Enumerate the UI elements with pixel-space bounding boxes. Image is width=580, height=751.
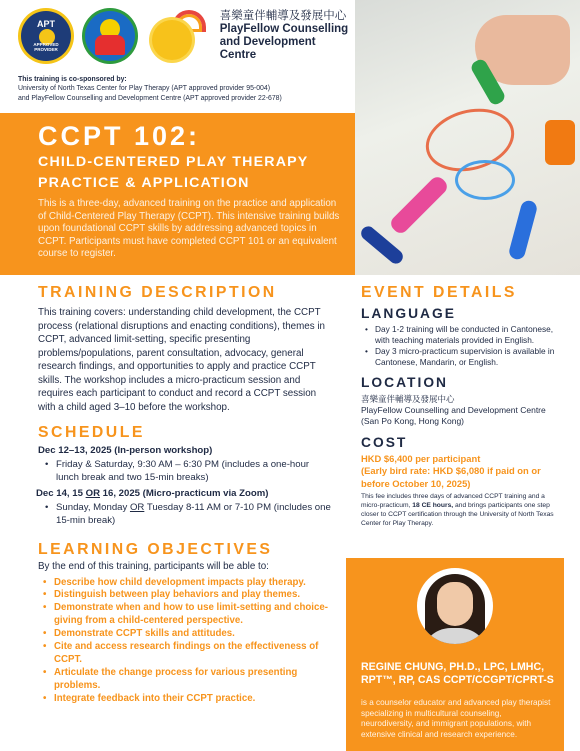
language-item: • Day 1-2 training will be conducted in Cantonese, with teaching materials provided in English. <box>361 324 561 346</box>
event-details-heading: EVENT DETAILS <box>361 284 517 301</box>
trainer-bio: is a counselor educator and advanced play therapist specializing in multicultural counseling, neurodiversity, and immigrant populations, with extensive clinical and research experience. <box>361 698 551 739</box>
avatar-face <box>437 582 473 626</box>
cost-note-text-rest: and brings participants one step closer to CCPT certification through the University of North Texas Center for Play Therapy. <box>361 501 554 527</box>
schedule-item: • Friday & Saturday, 9:30 AM – 6:30 PM (includes a one-hour lunch break and two 15-min breaks) <box>38 458 334 484</box>
org-name-en-2: and Development Centre <box>219 36 316 62</box>
marker-orange <box>545 120 575 165</box>
sun-icon <box>152 20 192 60</box>
right-column <box>361 284 561 529</box>
photo-scribble <box>455 160 515 200</box>
location-zh: 喜樂童伴輔導及發展中心 <box>361 393 455 404</box>
apt-logo-text: APT <box>36 19 55 29</box>
training-description-body: This training covers: understanding child development, the CCPT process (relational disruptions and enacting conditions), themes in CCPT, advanced limit-setting, specific presenting problems/populations, parent consultation, advocacy, general research findings, and opportunities to apply and practice CCPT skills. The workshop includes a micro-practicum session and requires each participant to conduct and record a CCPT session with a child aged 3–10 before the workshop. <box>38 307 325 413</box>
left-column <box>38 284 334 705</box>
child-drawing-photo <box>355 0 580 275</box>
language-heading: LANGUAGE <box>361 306 456 321</box>
learning-objectives-list <box>38 577 334 706</box>
schedule-dates-rest: 16, 2025 (Micro-practicum via Zoom) <box>100 487 269 499</box>
cost-note-text: This fee includes three days of advanced CCPT training and a micro-practicum, <box>361 492 545 509</box>
playfellow-sun-logo <box>146 8 208 64</box>
logo-row <box>18 8 355 64</box>
course-description: This is a three-day, advanced training on the practice and application of Child-Centered Play Therapy (CCPT). This intensive training builds upon foundational CCPT skills by addressing advanced topics in CCPT. Participants must have completed CCPT 101 or an equivalent course to register. <box>38 198 340 260</box>
schedule-block-1-heading: Dec 12–13, 2025 (In-person workshop) <box>38 445 213 457</box>
objective-item: • Demonstrate when and how to use limit-setting and choice-giving from a child-centered perspective. <box>38 602 334 628</box>
schedule-block-1-list <box>38 458 334 484</box>
marker-blue <box>508 199 539 261</box>
location-heading: LOCATION <box>361 374 449 390</box>
objective-item: • Demonstrate CCPT skills and attitudes. <box>38 628 334 641</box>
cosponsor-line-1: University of North Texas Center for Play Therapy (APT approved provider 95-004) <box>18 85 271 93</box>
location-en: PlayFellow Counselling and Development Centre (San Po Kong, Hong Kong) <box>361 404 546 426</box>
schedule-heading: SCHEDULE <box>38 424 145 442</box>
objective-item: • Describe how child development impacts play therapy. <box>38 577 334 590</box>
cosponsor-note <box>18 75 282 103</box>
schedule-block-2-heading <box>36 488 334 499</box>
schedule-times: Tuesday 8-11 AM or 7-10 PM (includes one 15-min break) <box>56 501 331 526</box>
learning-objectives-intro: By the end of this training, participants will be able to: <box>38 561 269 573</box>
course-title-line-2: PRACTICE & APPLICATION <box>38 175 250 192</box>
training-description-heading: TRAINING DESCRIPTION <box>38 284 277 301</box>
org-name-en-1: PlayFellow Counselling <box>219 22 349 35</box>
schedule-or: OR <box>85 487 100 499</box>
logo-figure-body <box>95 35 125 55</box>
apt-approved-provider-logo <box>18 8 74 64</box>
course-banner <box>0 113 355 275</box>
cost-price: HKD $6,400 per participant <box>361 453 481 465</box>
course-title-line-1: CHILD-CENTERED PLAY THERAPY <box>38 154 309 170</box>
objective-item: • Distinguish between play behaviors and play themes. <box>38 589 334 602</box>
schedule-item <box>38 501 334 527</box>
apt-logo-subtext: APPROVED PROVIDER <box>33 42 59 52</box>
trainer-avatar <box>417 568 493 644</box>
schedule-block-2-list <box>38 501 334 527</box>
learning-objectives-heading: LEARNING OBJECTIVES <box>38 541 273 559</box>
cost-early-bird: (Early bird rate: HKD $6,080 if paid on or before October 10, 2025) <box>361 465 541 489</box>
schedule-dates: Dec 14, 15 <box>36 487 86 499</box>
schedule-days: Sunday, Monday <box>56 501 130 513</box>
header <box>0 0 355 113</box>
marker-pink <box>388 174 450 236</box>
org-name-zh: 喜樂童伴輔導及發展中心 <box>219 9 347 22</box>
language-item: • Day 3 micro-practicum supervision is available in Cantonese, Mandarin, or English. <box>361 346 561 368</box>
org-name <box>220 10 355 63</box>
trainer-bio-card <box>346 558 564 751</box>
cost-note <box>361 493 561 529</box>
trainer-name: REGINE CHUNG, PH.D., LPC, LMHC, RPT™, RP, CAS CCPT/CCGPT/CPRT-S <box>361 661 554 686</box>
cosponsor-lead: This training is co-sponsored by: <box>18 76 127 83</box>
course-code: CCPT 102: <box>38 121 201 151</box>
cosponsor-line-2: and PlayFellow Counselling and Development Centre (APT approved provider 22-678) <box>18 94 282 102</box>
objective-item: • Articulate the change process for various presenting problems. <box>38 667 334 693</box>
language-list <box>361 324 561 368</box>
schedule-or: OR <box>129 501 145 513</box>
cost-heading: COST <box>361 435 408 451</box>
objective-item: • Integrate feedback into their CCPT practice. <box>38 693 334 706</box>
objective-item: • Cite and access research findings on the effectiveness of CCPT. <box>38 641 334 667</box>
cost-note-ce-hours: 18 CE hours, <box>412 501 454 509</box>
unt-play-therapy-logo <box>82 8 138 64</box>
